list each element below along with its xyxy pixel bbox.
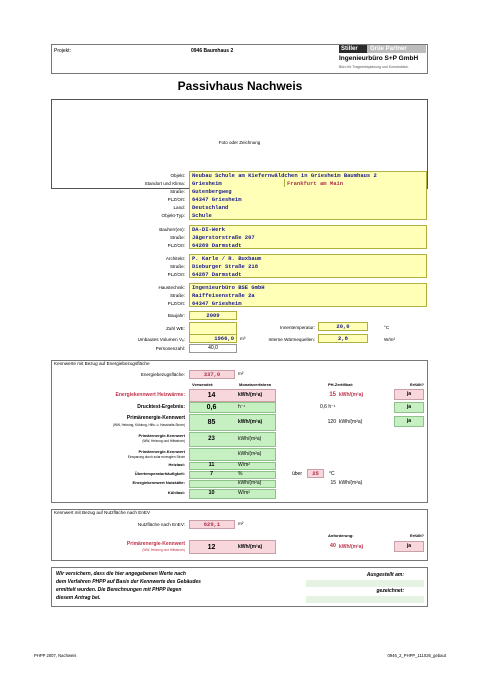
haustechnik-strasse[interactable]: Raiffeisenstraße 2a bbox=[192, 292, 255, 299]
enev-primaer-unit: kWh/(m²a) bbox=[238, 544, 263, 550]
col-ph-zertifikat: PH-Zertifikat: bbox=[328, 382, 354, 387]
bauherr-label: Bauherr(en): bbox=[159, 227, 185, 232]
baujahr-label: Baujahr: bbox=[167, 313, 185, 318]
bauherr-name[interactable]: DA-DI-Werk bbox=[192, 226, 226, 233]
waerme-value: 2,8 bbox=[338, 335, 348, 342]
haustechnik-strasse-label: Straße: bbox=[169, 293, 185, 298]
nf-label: Nutzfläche nach EnEV: bbox=[137, 522, 185, 527]
objekt-value[interactable]: Neubau Schule am Kiefernwäldchen in Griesheim Baumhaus 2 bbox=[192, 172, 377, 179]
primaer-solar-sub: Einsparung durch solar erzeugten Strom bbox=[127, 455, 185, 459]
nutzkaelte-ph: 15 bbox=[330, 480, 336, 486]
uebertemp-over-label: über bbox=[292, 471, 303, 477]
gezeichnet-field[interactable] bbox=[306, 596, 424, 603]
haustechnik-label: Haustechnik: bbox=[158, 285, 185, 290]
haustechnik-plz[interactable]: 64347 Griesheim bbox=[192, 300, 242, 307]
col-verwendet: Verwendet: bbox=[192, 382, 214, 387]
kennwerte-energie-title: Kennwerte mit Bezug auf Energiebezugsfläche bbox=[54, 361, 150, 366]
uebertemp-threshold-unit: °C bbox=[329, 471, 335, 477]
primaer-solar-label: Primärenergie-Kennwert bbox=[138, 449, 185, 454]
nf-value: 629,1 bbox=[203, 521, 221, 528]
architekt-name[interactable]: P. Karle / R. Buxbaum bbox=[192, 255, 262, 262]
ausgestellt-field[interactable] bbox=[306, 580, 424, 587]
heizwaerme-ph-unit: kWh/(m²a) bbox=[339, 392, 364, 398]
standort-value[interactable]: Griesheim bbox=[192, 180, 222, 187]
land-label: Land: bbox=[173, 205, 185, 210]
heizlast-value: 11 bbox=[208, 462, 215, 468]
haustechnik-name[interactable]: Ingenieurbüro BSE GmbH bbox=[192, 284, 265, 291]
ebf-unit: m² bbox=[238, 371, 244, 376]
primaer-total-sub: (WW, Heizung, Kühlung, Hilfs- u. Haushalts-Strom) bbox=[112, 423, 185, 427]
personen-value: 40,0 bbox=[208, 345, 218, 351]
ebf-value: 337,0 bbox=[203, 371, 221, 378]
innentemp-unit: °C bbox=[384, 325, 390, 330]
objekt-label: Objekt: bbox=[170, 173, 185, 178]
declaration-line-4: diesem Antrag bei. bbox=[56, 595, 101, 601]
drucktest-ok: ja bbox=[406, 404, 412, 410]
heizlast-label: Heizlast: bbox=[168, 462, 185, 467]
project-name: 0946 Baumhaus 2 bbox=[191, 48, 234, 54]
volumen-value: 1966,0 bbox=[214, 335, 234, 342]
architekt-plz[interactable]: 64287 Darmstadt bbox=[192, 271, 242, 278]
nutzkaelte-ph-unit: kWh/(m²a) bbox=[339, 480, 363, 486]
drucktest-unit: h⁻¹ bbox=[238, 404, 246, 410]
nutzkaelte-label: Energiekennwert Nutzkälte: bbox=[132, 480, 185, 485]
primaer-ww-value: 23 bbox=[208, 436, 215, 442]
waerme-unit: W/m² bbox=[384, 337, 395, 342]
uebertemp-label: Übertemperaturhäufigkeit: bbox=[134, 471, 185, 476]
innentemp-value: 20,0 bbox=[336, 323, 350, 330]
uebertemp-value: 7 bbox=[209, 471, 214, 477]
ebf-label: Energiebezugsfläche: bbox=[140, 372, 185, 377]
primaer-ww-label: Primärenergie-Kennwert bbox=[138, 433, 185, 438]
declaration-line-3: ermittelt wurden. Die Berechnungen mit PHPP liegen bbox=[56, 587, 182, 593]
drucktest-ph: 0,6 h⁻¹ bbox=[320, 404, 336, 410]
declaration-line-1: Wir versichern, dass die hier angegebenen Werte nach bbox=[56, 571, 186, 577]
land-value[interactable]: Deutschland bbox=[192, 204, 229, 211]
col-anforderung: Anforderung: bbox=[328, 533, 354, 538]
uebertemp-unit: % bbox=[238, 471, 243, 477]
bauherr-strasse[interactable]: Jägerstorstraße 207 bbox=[192, 234, 255, 241]
waerme-label: Interne Wärmequellen: bbox=[268, 337, 315, 342]
nf-unit: m² bbox=[238, 521, 244, 526]
personen-label: Personenzahl: bbox=[155, 346, 185, 351]
company-subtitle: Büro für Tragwerksplanung und Konstruktion bbox=[339, 65, 409, 69]
heizwaerme-label: Energiekennwert Heizwärme: bbox=[115, 392, 185, 398]
logo-left-text: Stiller bbox=[341, 46, 358, 52]
kuehllast-value: 10 bbox=[208, 490, 215, 496]
bauherr-strasse-label: Straße: bbox=[169, 235, 185, 240]
bauherr-plz[interactable]: 64289 Darmstadt bbox=[192, 242, 242, 249]
primaer-ww-sub: (WW, Heizung und Hilfsstrom) bbox=[142, 439, 185, 443]
architekt-strasse[interactable]: Dieburger Straße 218 bbox=[192, 263, 259, 270]
company-name: Ingenieurbüro S+P GmbH bbox=[339, 55, 419, 62]
project-label: Projekt: bbox=[54, 48, 71, 54]
drucktest-label: Drucktest-Ergebnis: bbox=[137, 404, 185, 410]
haustechnik-plz-label: PLZ/Ort: bbox=[167, 301, 185, 306]
page-title: Passivhaus Nachweis bbox=[177, 79, 303, 93]
company-logo bbox=[339, 45, 426, 53]
baujahr-value: 2009 bbox=[206, 312, 220, 319]
nutzkaelte-unit: kWh/(m²a) bbox=[238, 480, 262, 486]
heizwaerme-unit: kWh/(m²a) bbox=[238, 392, 263, 398]
heizwaerme-value: 14 bbox=[207, 392, 216, 399]
klima-divider bbox=[284, 179, 285, 187]
enev-primaer-value: 12 bbox=[207, 544, 216, 551]
typ-label: Objekt-Typ: bbox=[161, 213, 185, 218]
uebertemp-threshold: 25 bbox=[312, 470, 319, 477]
primaer-solar-row-bg bbox=[189, 448, 276, 461]
col-verfahren: Monatsverfahren bbox=[239, 382, 272, 387]
heizwaerme-ok: ja bbox=[406, 391, 412, 397]
declaration-line-2: dem Verfahren PHPP auf Basis der Kennwerte des Gebäudes bbox=[56, 579, 201, 585]
plz-label: PLZ/Ort: bbox=[167, 197, 185, 202]
volumen-label: Umbautes Volumen Vₑ: bbox=[137, 337, 185, 342]
photo-placeholder-text: Foto oder Zeichnung bbox=[218, 140, 261, 145]
primaer-total-unit: kWh/(m²a) bbox=[238, 419, 263, 425]
primaer-total-value: 85 bbox=[207, 419, 216, 426]
drucktest-value: 0,6 bbox=[206, 404, 217, 411]
ausgestellt-label: Ausgestellt am: bbox=[366, 572, 404, 578]
gezeichnet-label: gezeichnet: bbox=[376, 588, 404, 594]
enev-col-erfuellt: Erfüllt? bbox=[410, 533, 424, 538]
plz-value[interactable]: 64347 Griesheim bbox=[192, 196, 242, 203]
primaer-total-ph-unit: kWh/(m²a) bbox=[339, 419, 363, 425]
kennwert-enev-title: Kennwert mit Bezug auf Nutzfläche nach EnEV bbox=[54, 510, 151, 515]
innentemp-label: Innentemperatur: bbox=[280, 325, 315, 330]
zahl-we-label: Zahl WE: bbox=[166, 326, 185, 331]
kuehllast-unit: W/m² bbox=[238, 490, 250, 496]
primaer-solar-unit: kWh/(m²a) bbox=[238, 451, 262, 457]
enev-primaer-sub: (WW, Heizung und Hilfsstrom) bbox=[142, 548, 185, 552]
strasse-value[interactable]: Gutenbergweg bbox=[192, 188, 232, 195]
primaer-total-ph: 120 bbox=[327, 419, 336, 425]
bauherr-plz-label: PLZ/Ort: bbox=[167, 243, 185, 248]
typ-value[interactable]: Schule bbox=[192, 212, 212, 219]
nutzkaelte-row-bg bbox=[189, 480, 276, 488]
enev-ok: ja bbox=[406, 543, 412, 549]
architekt-plz-label: PLZ/Ort: bbox=[167, 272, 185, 277]
enev-anforderung: 40 bbox=[329, 543, 336, 549]
footer-right: 0946_2_PHPP_111026_gebaut bbox=[387, 653, 446, 658]
footer-left: PHPP 2007, Nachweis bbox=[34, 653, 77, 658]
volumen-unit: m³ bbox=[240, 336, 246, 341]
klima-value[interactable]: Frankfurt am Main bbox=[287, 180, 344, 187]
heizlast-unit: W/m² bbox=[238, 462, 250, 468]
architekt-label: Architekt: bbox=[165, 256, 185, 261]
primaer-total-ok: ja bbox=[406, 418, 412, 424]
kuehllast-label: Kühllast: bbox=[167, 490, 185, 495]
heizwaerme-ph: 15 bbox=[329, 392, 336, 398]
standort-label: Standort und Klima: bbox=[144, 181, 185, 186]
logo-right-text: Grüe Partner bbox=[370, 46, 407, 52]
strasse-label: Straße: bbox=[169, 189, 185, 194]
enev-anforderung-unit: kWh/(m²a) bbox=[339, 544, 364, 550]
architekt-strasse-label: Straße: bbox=[169, 264, 185, 269]
primaer-total-label: Primärenergie-Kennwert bbox=[126, 415, 185, 421]
primaer-ww-unit: kWh/(m²a) bbox=[238, 436, 262, 442]
col-erfuellt: Erfüllt? bbox=[410, 382, 424, 387]
enev-primaer-label: Primärenergie-Kennwert bbox=[126, 541, 185, 547]
